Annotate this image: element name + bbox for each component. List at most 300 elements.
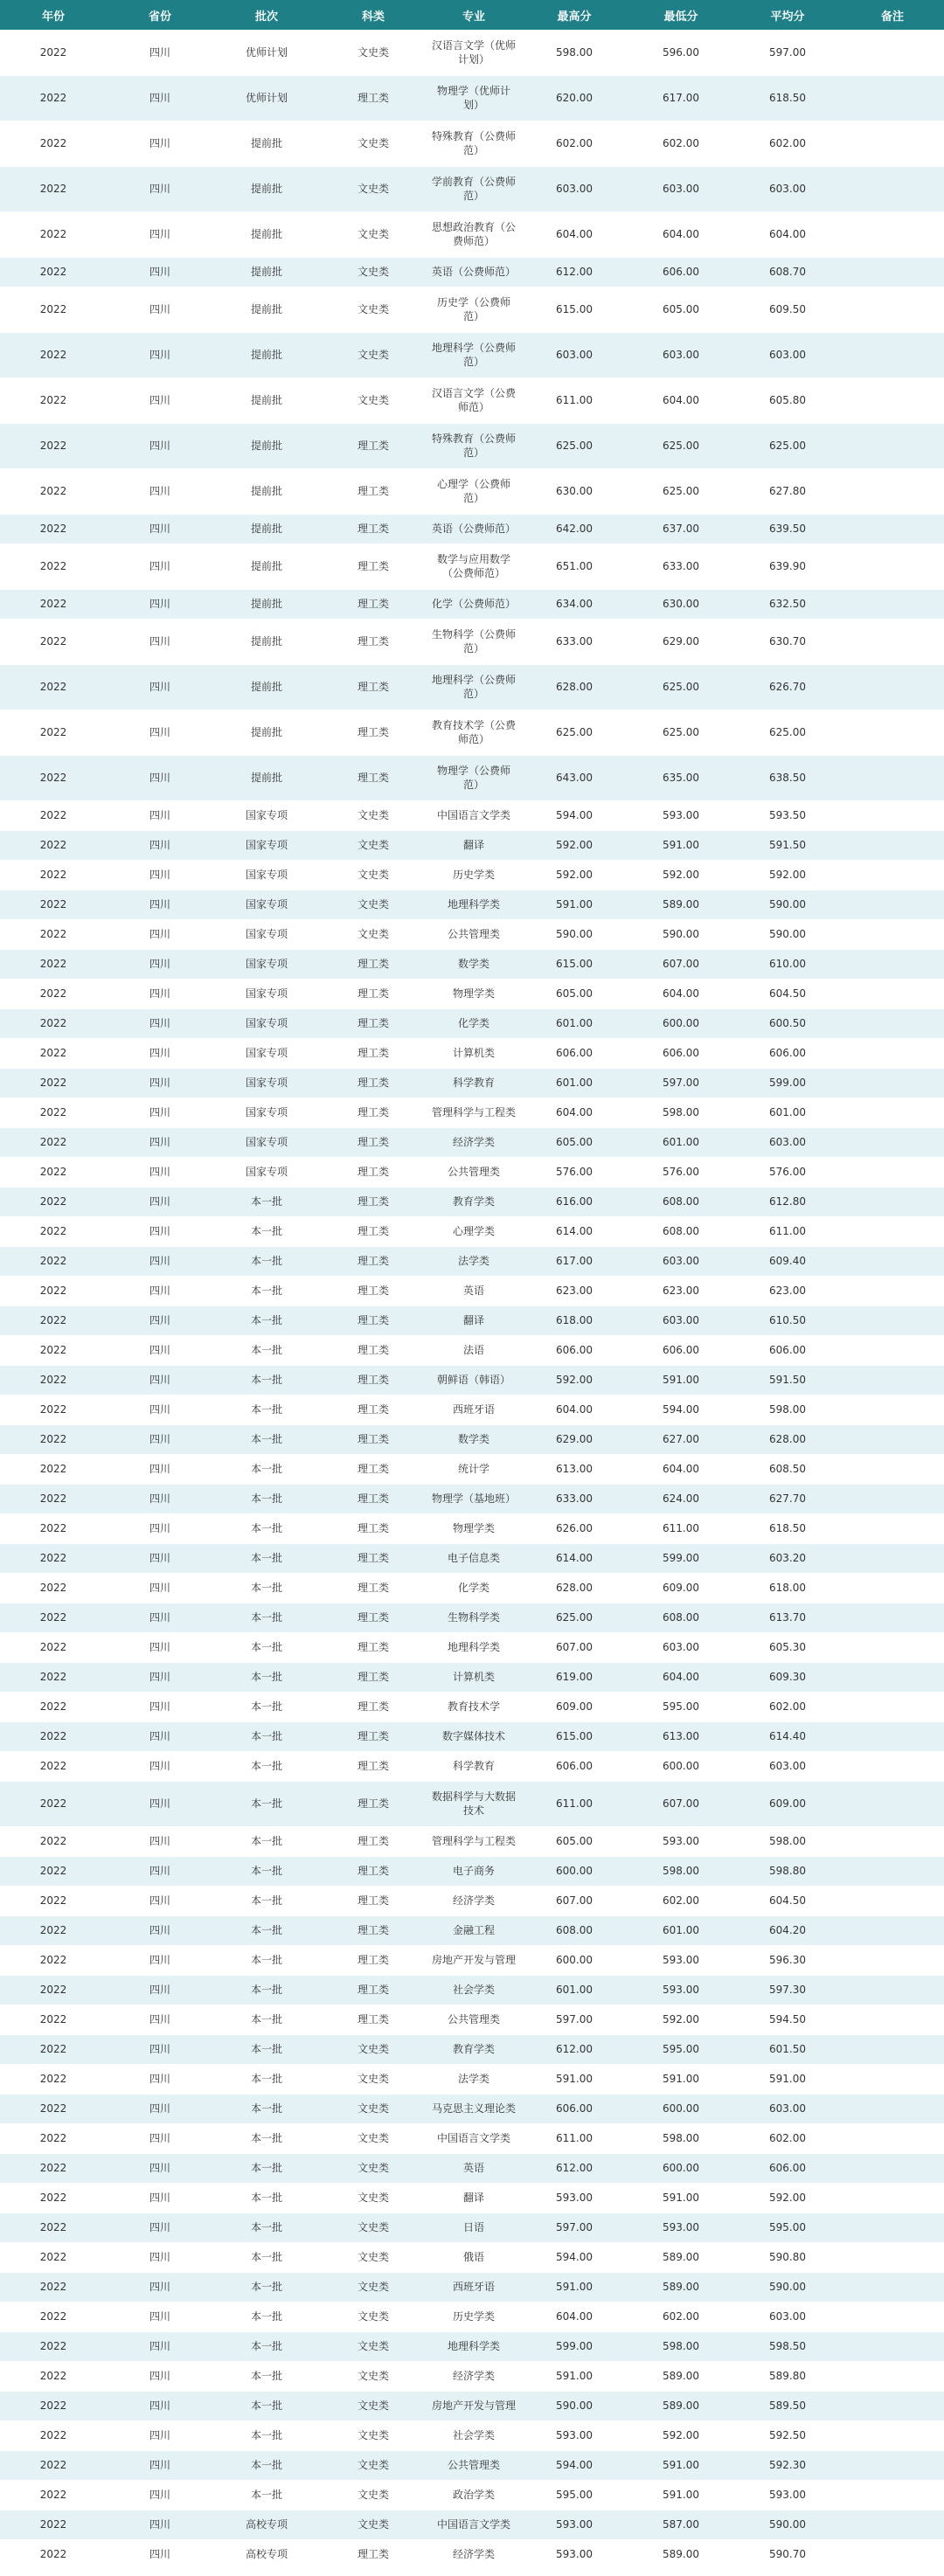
year-cell: 2022 [0,1424,107,1454]
year-cell: 2022 [0,423,107,468]
category-cell: 文史类 [320,2153,427,2183]
batch-cell: 本一批 [213,2242,320,2272]
year-cell: 2022 [0,1246,107,1276]
province-cell: 四川 [107,619,213,664]
province-cell: 四川 [107,2302,213,2331]
avg-score-cell: 623.00 [734,1276,841,1305]
min-score-cell: 625.00 [628,423,734,468]
year-cell: 2022 [0,1781,107,1826]
remarks-cell [841,890,944,919]
province-cell: 四川 [107,287,213,332]
table-row [0,121,944,166]
table-row [0,755,944,800]
header-year: 年份 [0,0,107,30]
year-cell: 2022 [0,1098,107,1127]
year-cell: 2022 [0,1276,107,1305]
province-cell: 四川 [107,2361,213,2391]
max-score-cell: 604.00 [521,1098,628,1127]
province-cell: 四川 [107,2420,213,2450]
avg-score-cell: 598.00 [734,1826,841,1856]
category-cell: 理工类 [320,1395,427,1424]
batch-cell: 本一批 [213,1454,320,1484]
table-row [0,377,944,423]
major-cell: 法语 [427,1335,521,1365]
category-cell: 理工类 [320,1692,427,1721]
major-cell: 科学教育 [427,1068,521,1098]
avg-score-cell: 601.00 [734,1098,841,1127]
min-score-cell: 589.00 [628,2242,734,2272]
year-cell: 2022 [0,2094,107,2123]
table-row [0,1632,944,1662]
year-cell: 2022 [0,755,107,800]
min-score-cell: 611.00 [628,1513,734,1543]
year-cell: 2022 [0,949,107,979]
year-cell: 2022 [0,1662,107,1692]
max-score-cell: 606.00 [521,1751,628,1781]
min-score-cell: 603.00 [628,1632,734,1662]
year-cell: 2022 [0,2183,107,2212]
avg-score-cell: 609.00 [734,1781,841,1826]
category-cell: 理工类 [320,1721,427,1751]
remarks-cell [841,2331,944,2361]
max-score-cell: 612.00 [521,257,628,287]
table-row [0,332,944,377]
remarks-cell [841,2153,944,2183]
min-score-cell: 591.00 [628,1365,734,1395]
year-cell: 2022 [0,514,107,544]
category-cell: 理工类 [320,2539,427,2569]
province-cell: 四川 [107,2094,213,2123]
max-score-cell: 619.00 [521,1662,628,1692]
province-cell: 四川 [107,2539,213,2569]
province-cell: 四川 [107,830,213,860]
province-cell: 四川 [107,377,213,423]
max-score-cell: 611.00 [521,377,628,423]
major-cell: 公共管理类 [427,2450,521,2480]
major-cell: 化学类 [427,1008,521,1038]
max-score-cell: 620.00 [521,75,628,121]
category-cell: 理工类 [320,1038,427,1068]
batch-cell: 提前批 [213,332,320,377]
max-score-cell: 633.00 [521,1484,628,1513]
max-score-cell: 613.00 [521,1454,628,1484]
max-score-cell: 617.00 [521,1246,628,1276]
remarks-cell [841,1781,944,1826]
category-cell: 文史类 [320,211,427,257]
category-cell: 理工类 [320,1216,427,1246]
min-score-cell: 605.00 [628,287,734,332]
major-cell: 社会学类 [427,1975,521,2005]
avg-score-cell: 604.00 [734,211,841,257]
min-score-cell: 589.00 [628,2361,734,2391]
table-row [0,1098,944,1127]
year-cell: 2022 [0,1692,107,1721]
min-score-cell: 603.00 [628,166,734,211]
category-cell: 理工类 [320,1127,427,1157]
remarks-cell [841,2064,944,2094]
major-cell: 计算机类 [427,1038,521,1068]
table-row [0,1246,944,1276]
major-cell: 物理学（优师计划） [427,75,521,121]
year-cell: 2022 [0,1826,107,1856]
category-cell: 理工类 [320,1826,427,1856]
max-score-cell: 593.00 [521,2420,628,2450]
remarks-cell [841,800,944,830]
table-row [0,2272,944,2302]
batch-cell: 本一批 [213,2212,320,2242]
remarks-cell [841,1008,944,1038]
remarks-cell [841,1692,944,1721]
max-score-cell: 591.00 [521,2272,628,2302]
province-cell: 四川 [107,919,213,949]
header-max-score: 最高分 [521,0,628,30]
year-cell: 2022 [0,1632,107,1662]
major-cell: 学前教育（公费师范） [427,166,521,211]
avg-score-cell: 632.50 [734,589,841,619]
remarks-cell [841,1365,944,1395]
province-cell: 四川 [107,1826,213,1856]
min-score-cell: 593.00 [628,1945,734,1975]
remarks-cell [841,1038,944,1068]
batch-cell: 提前批 [213,710,320,755]
year-cell: 2022 [0,2005,107,2034]
province-cell: 四川 [107,2391,213,2420]
remarks-cell [841,2005,944,2034]
max-score-cell: 614.00 [521,1543,628,1573]
major-cell: 中国语言文学类 [427,800,521,830]
category-cell: 文史类 [320,2242,427,2272]
province-cell: 四川 [107,2450,213,2480]
category-cell: 文史类 [320,2212,427,2242]
max-score-cell: 599.00 [521,2331,628,2361]
table-row [0,166,944,211]
max-score-cell: 606.00 [521,1335,628,1365]
batch-cell: 本一批 [213,1276,320,1305]
min-score-cell: 592.00 [628,2005,734,2034]
remarks-cell [841,423,944,468]
table-row [0,800,944,830]
year-cell: 2022 [0,1513,107,1543]
avg-score-cell: 598.50 [734,2331,841,2361]
batch-cell: 本一批 [213,2153,320,2183]
min-score-cell: 594.00 [628,1395,734,1424]
province-cell: 四川 [107,2272,213,2302]
table-body [0,30,944,2569]
batch-cell: 本一批 [213,1187,320,1216]
province-cell: 四川 [107,1915,213,1945]
major-cell: 管理科学与工程类 [427,1826,521,1856]
major-cell: 历史学类 [427,860,521,890]
avg-score-cell: 639.90 [734,544,841,589]
min-score-cell: 591.00 [628,2480,734,2510]
province-cell: 四川 [107,2510,213,2539]
category-cell: 理工类 [320,949,427,979]
avg-score-cell: 605.30 [734,1632,841,1662]
min-score-cell: 602.00 [628,2302,734,2331]
table-row [0,1127,944,1157]
major-cell: 历史学类 [427,2302,521,2331]
avg-score-cell: 590.00 [734,2510,841,2539]
year-cell: 2022 [0,1856,107,1886]
min-score-cell: 607.00 [628,1781,734,1826]
max-score-cell: 591.00 [521,2064,628,2094]
min-score-cell: 627.00 [628,1424,734,1454]
category-cell: 理工类 [320,1975,427,2005]
table-row [0,1886,944,1915]
remarks-cell [841,1856,944,1886]
province-cell: 四川 [107,2123,213,2153]
major-cell: 翻译 [427,2183,521,2212]
remarks-cell [841,1975,944,2005]
batch-cell: 国家专项 [213,1008,320,1038]
year-cell: 2022 [0,2153,107,2183]
max-score-cell: 607.00 [521,1632,628,1662]
category-cell: 理工类 [320,619,427,664]
avg-score-cell: 591.50 [734,830,841,860]
remarks-cell [841,1603,944,1632]
batch-cell: 本一批 [213,1395,320,1424]
year-cell: 2022 [0,860,107,890]
table-row [0,2510,944,2539]
major-cell: 心理学（公费师范） [427,468,521,514]
category-cell: 理工类 [320,1513,427,1543]
batch-cell: 国家专项 [213,1068,320,1098]
province-cell: 四川 [107,2331,213,2361]
max-score-cell: 601.00 [521,1975,628,2005]
category-cell: 理工类 [320,1484,427,1513]
remarks-cell [841,1276,944,1305]
table-row [0,211,944,257]
header-major: 专业 [427,0,521,30]
province-cell: 四川 [107,2183,213,2212]
remarks-cell [841,2183,944,2212]
year-cell: 2022 [0,2123,107,2153]
province-cell: 四川 [107,1365,213,1395]
category-cell: 理工类 [320,710,427,755]
max-score-cell: 609.00 [521,1692,628,1721]
province-cell: 四川 [107,30,213,75]
category-cell: 文史类 [320,2391,427,2420]
max-score-cell: 594.00 [521,2450,628,2480]
batch-cell: 国家专项 [213,1157,320,1187]
batch-cell: 本一批 [213,1603,320,1632]
province-cell: 四川 [107,2153,213,2183]
year-cell: 2022 [0,2391,107,2420]
batch-cell: 本一批 [213,2361,320,2391]
province-cell: 四川 [107,2064,213,2094]
min-score-cell: 593.00 [628,800,734,830]
year-cell: 2022 [0,1395,107,1424]
year-cell: 2022 [0,30,107,75]
batch-cell: 本一批 [213,2005,320,2034]
remarks-cell [841,1335,944,1365]
remarks-cell [841,2242,944,2272]
batch-cell: 本一批 [213,1216,320,1246]
min-score-cell: 589.00 [628,890,734,919]
max-score-cell: 630.00 [521,468,628,514]
major-cell: 生物科学类 [427,1603,521,1632]
max-score-cell: 634.00 [521,589,628,619]
remarks-cell [841,2539,944,2569]
major-cell: 数字媒体技术 [427,1721,521,1751]
category-cell: 文史类 [320,2420,427,2450]
remarks-cell [841,1886,944,1915]
table-row [0,544,944,589]
category-cell: 理工类 [320,979,427,1008]
max-score-cell: 592.00 [521,860,628,890]
max-score-cell: 642.00 [521,514,628,544]
avg-score-cell: 594.50 [734,2005,841,2034]
min-score-cell: 595.00 [628,2034,734,2064]
batch-cell: 本一批 [213,1246,320,1276]
batch-cell: 本一批 [213,1365,320,1395]
table-row [0,1751,944,1781]
table-row [0,1513,944,1543]
max-score-cell: 576.00 [521,1157,628,1187]
max-score-cell: 625.00 [521,423,628,468]
province-cell: 四川 [107,1246,213,1276]
min-score-cell: 591.00 [628,830,734,860]
min-score-cell: 599.00 [628,1543,734,1573]
avg-score-cell: 597.30 [734,1975,841,2005]
remarks-cell [841,1915,944,1945]
major-cell: 汉语言文学（公费师范） [427,377,521,423]
category-cell: 理工类 [320,1454,427,1484]
batch-cell: 提前批 [213,664,320,710]
major-cell: 汉语言文学（优师计划） [427,30,521,75]
remarks-cell [841,755,944,800]
category-cell: 文史类 [320,860,427,890]
max-score-cell: 623.00 [521,1276,628,1305]
batch-cell: 本一批 [213,1721,320,1751]
year-cell: 2022 [0,2331,107,2361]
year-cell: 2022 [0,1721,107,1751]
max-score-cell: 629.00 [521,1424,628,1454]
category-cell: 文史类 [320,2064,427,2094]
min-score-cell: 609.00 [628,1573,734,1603]
avg-score-cell: 604.50 [734,979,841,1008]
max-score-cell: 618.00 [521,1305,628,1335]
remarks-cell [841,75,944,121]
major-cell: 朝鲜语（韩语） [427,1365,521,1395]
major-cell: 西班牙语 [427,1395,521,1424]
category-cell: 文史类 [320,2510,427,2539]
province-cell: 四川 [107,1692,213,1721]
province-cell: 四川 [107,710,213,755]
table-row [0,1008,944,1038]
table-row [0,1068,944,1098]
remarks-cell [841,830,944,860]
avg-score-cell: 601.50 [734,2034,841,2064]
avg-score-cell: 602.00 [734,121,841,166]
table-row [0,1335,944,1365]
min-score-cell: 591.00 [628,2450,734,2480]
category-cell: 理工类 [320,1335,427,1365]
min-score-cell: 624.00 [628,1484,734,1513]
major-cell: 中国语言文学类 [427,2123,521,2153]
year-cell: 2022 [0,2034,107,2064]
category-cell: 理工类 [320,1603,427,1632]
avg-score-cell: 592.50 [734,2420,841,2450]
avg-score-cell: 639.50 [734,514,841,544]
major-cell: 公共管理类 [427,1157,521,1187]
min-score-cell: 603.00 [628,1246,734,1276]
major-cell: 电子商务 [427,1856,521,1886]
major-cell: 房地产开发与管理 [427,1945,521,1975]
table-row [0,1395,944,1424]
table-row [0,468,944,514]
remarks-cell [841,1127,944,1157]
batch-cell: 提前批 [213,544,320,589]
year-cell: 2022 [0,1305,107,1335]
batch-cell: 国家专项 [213,979,320,1008]
category-cell: 文史类 [320,2123,427,2153]
table-row [0,2183,944,2212]
max-score-cell: 605.00 [521,1127,628,1157]
category-cell: 理工类 [320,514,427,544]
province-cell: 四川 [107,2005,213,2034]
category-cell: 理工类 [320,1543,427,1573]
table-row [0,2480,944,2510]
province-cell: 四川 [107,1187,213,1216]
min-score-cell: 598.00 [628,2123,734,2153]
remarks-cell [841,2510,944,2539]
max-score-cell: 592.00 [521,1365,628,1395]
max-score-cell: 628.00 [521,1573,628,1603]
min-score-cell: 637.00 [628,514,734,544]
batch-cell: 国家专项 [213,949,320,979]
min-score-cell: 600.00 [628,1008,734,1038]
remarks-cell [841,2480,944,2510]
avg-score-cell: 612.80 [734,1187,841,1216]
max-score-cell: 594.00 [521,2242,628,2272]
batch-cell: 国家专项 [213,830,320,860]
batch-cell: 高校专项 [213,2510,320,2539]
batch-cell: 提前批 [213,423,320,468]
category-cell: 理工类 [320,1915,427,1945]
category-cell: 文史类 [320,800,427,830]
min-score-cell: 630.00 [628,589,734,619]
major-cell: 化学（公费师范） [427,589,521,619]
batch-cell: 提前批 [213,166,320,211]
province-cell: 四川 [107,1945,213,1975]
min-score-cell: 606.00 [628,1038,734,1068]
batch-cell: 本一批 [213,2302,320,2331]
major-cell: 思想政治教育（公费师范） [427,211,521,257]
major-cell: 翻译 [427,830,521,860]
remarks-cell [841,30,944,75]
table-row [0,1945,944,1975]
table-row [0,2302,944,2331]
table-row [0,1662,944,1692]
province-cell: 四川 [107,1276,213,1305]
table-row [0,1424,944,1454]
category-cell: 理工类 [320,1573,427,1603]
max-score-cell: 604.00 [521,2302,628,2331]
avg-score-cell: 590.70 [734,2539,841,2569]
max-score-cell: 601.00 [521,1008,628,1038]
province-cell: 四川 [107,1751,213,1781]
remarks-cell [841,2420,944,2450]
major-cell: 公共管理类 [427,2005,521,2034]
table-row [0,287,944,332]
avg-score-cell: 603.00 [734,1127,841,1157]
avg-score-cell: 606.00 [734,1038,841,1068]
remarks-cell [841,377,944,423]
category-cell: 文史类 [320,919,427,949]
batch-cell: 本一批 [213,1886,320,1915]
min-score-cell: 590.00 [628,919,734,949]
